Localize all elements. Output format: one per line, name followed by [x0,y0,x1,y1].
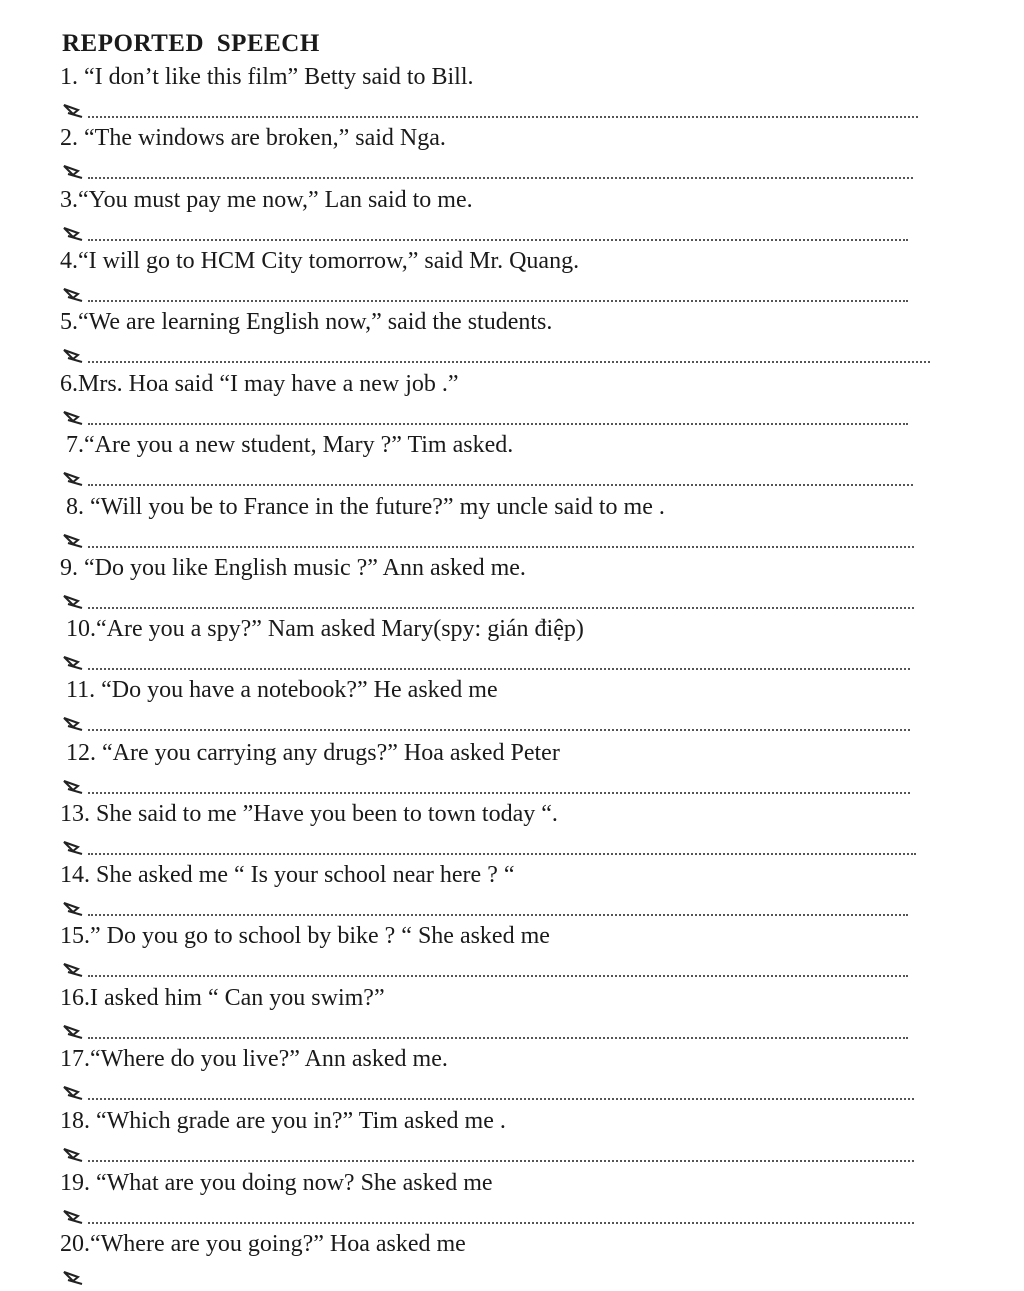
answer-dotted-line [88,116,918,118]
answer-dotted-line [88,484,913,486]
answer-dotted-line [88,1098,914,1100]
answer-line-17[interactable] [62,1083,948,1103]
question-4: 4.“I will go to HCM City tomorrow,” said Mr. Quang. [60,248,580,274]
answer-line-4[interactable] [62,285,942,305]
answer-line-15[interactable] [62,960,942,980]
answer-dotted-line [88,239,908,241]
pencil-icon [62,1207,84,1225]
question-15: 15.” Do you go to school by bike ? “ She asked me [60,923,550,949]
answer-dotted-line [88,300,908,302]
question-19: 19. “What are you doing now? She asked me [60,1170,493,1196]
answer-line-2[interactable] [62,162,947,182]
question-5: 5.“We are learning English now,” said the students. [60,309,553,335]
answer-line-1[interactable] [62,101,952,121]
pencil-icon [62,1022,84,1040]
answer-line-12[interactable] [62,777,944,797]
answer-dotted-line [88,177,913,179]
pencil-icon [62,162,84,180]
question-20: 20.“Where are you going?” Hoa asked me [60,1231,466,1257]
answer-line-20[interactable] [62,1268,92,1288]
question-10: 10.“Are you a spy?” Nam asked Mary(spy: gián điệp) [66,616,584,642]
question-1: 1. “I don’t like this film” Betty said to Bill. [60,64,474,90]
answer-line-9[interactable] [62,592,948,612]
answer-line-10[interactable] [62,653,944,673]
pencil-icon [62,838,84,856]
answer-line-11[interactable] [62,714,944,734]
answer-line-7[interactable] [62,469,947,489]
pencil-icon [62,346,84,364]
answer-dotted-line [88,792,910,794]
question-3: 3.“You must pay me now,” Lan said to me. [60,187,473,213]
pencil-icon [62,1083,84,1101]
pencil-icon [62,224,84,242]
pencil-icon [62,653,84,671]
pencil-icon [62,408,84,426]
pencil-icon [62,777,84,795]
answer-line-8[interactable] [62,531,948,551]
answer-line-18[interactable] [62,1145,948,1165]
answer-dotted-line [88,361,930,363]
answer-dotted-line [88,1037,908,1039]
question-14: 14. She asked me “ Is your school near here ? “ [60,862,515,888]
pencil-icon [62,469,84,487]
answer-dotted-line [88,546,914,548]
answer-dotted-line [88,1160,914,1162]
answer-line-13[interactable] [62,838,950,858]
pencil-icon [62,1268,84,1286]
pencil-icon [62,714,84,732]
answer-dotted-line [88,975,908,977]
answer-line-6[interactable] [62,408,942,428]
question-11: 11. “Do you have a notebook?” He asked me [66,677,498,703]
answer-dotted-line [88,729,910,731]
answer-dotted-line [88,914,908,916]
answer-dotted-line [88,668,910,670]
pencil-icon [62,592,84,610]
answer-dotted-line [88,423,908,425]
pencil-icon [62,960,84,978]
question-6: 6.Mrs. Hoa said “I may have a new job .” [60,371,459,397]
pencil-icon [62,1145,84,1163]
pencil-icon [62,101,84,119]
question-9: 9. “Do you like English music ?” Ann asked me. [60,555,526,581]
answer-dotted-line [88,607,914,609]
pencil-icon [62,899,84,917]
answer-line-16[interactable] [62,1022,942,1042]
question-16: 16.I asked him “ Can you swim?” [60,985,385,1011]
question-18: 18. “Which grade are you in?” Tim asked me . [60,1108,506,1134]
question-7: 7.“Are you a new student, Mary ?” Tim asked. [66,432,514,458]
answer-dotted-line [88,1222,914,1224]
question-8: 8. “Will you be to France in the future?” my uncle said to me . [66,494,665,520]
page-title: REPORTED SPEECH [62,30,320,57]
pencil-icon [62,285,84,303]
answer-line-19[interactable] [62,1207,948,1227]
question-2: 2. “The windows are broken,” said Nga. [60,125,446,151]
question-17: 17.“Where do you live?” Ann asked me. [60,1046,448,1072]
question-13: 13. She said to me ”Have you been to town today “. [60,801,558,827]
answer-line-5[interactable] [62,346,964,366]
question-12: 12. “Are you carrying any drugs?” Hoa asked Peter [66,740,560,766]
answer-dotted-line [88,853,916,855]
pencil-icon [62,531,84,549]
answer-line-3[interactable] [62,224,942,244]
answer-line-14[interactable] [62,899,942,919]
